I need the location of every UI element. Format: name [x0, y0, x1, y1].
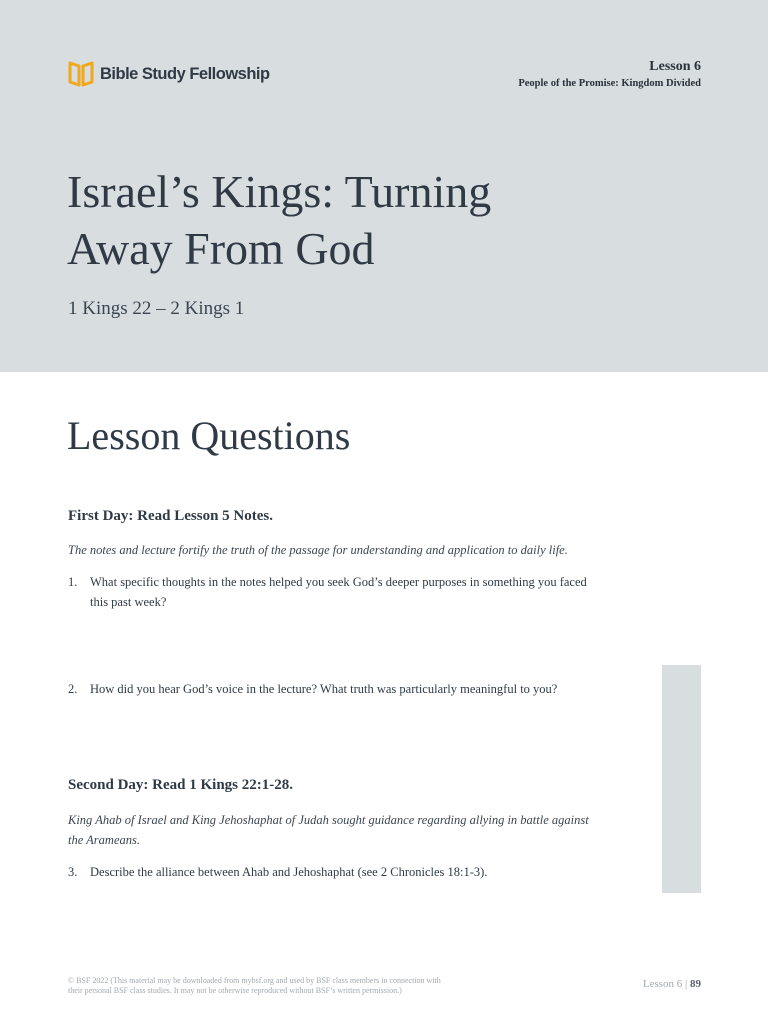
scripture-passage: 1 Kings 22 – 2 Kings 1: [68, 298, 245, 319]
page-title: [67, 163, 587, 277]
open-book-icon: [68, 60, 94, 88]
title-line-2: Away From God: [67, 223, 375, 274]
lesson-number: Lesson 6: [649, 59, 701, 74]
question-text: How did you hear God’s voice in the lecture? What truth was particularly meaningful to you?: [90, 682, 558, 696]
page-number: 89: [690, 978, 701, 990]
first-day-intro: The notes and lecture fortify the truth of the passage for understanding and application to daily life.: [68, 543, 568, 557]
section-title: Lesson Questions: [67, 413, 351, 458]
question-item: [68, 679, 588, 699]
bsf-logo[interactable]: [68, 60, 270, 88]
page-footer: [643, 978, 701, 990]
side-tab: [662, 665, 701, 893]
second-day-heading: Second Day: Read 1 Kings 22:1-28.: [68, 777, 294, 793]
question-text: What specific thoughts in the notes helped you seek God’s deeper purposes in something you faced this past week?: [90, 575, 587, 609]
question-number: 1.: [68, 575, 78, 589]
copyright-notice: © BSF 2022 (This material may be downloaded from mybsf.org and used by BSF class members in connection with their personal BSF class studies. It may not be otherwise reproduced without BSF’s written permission.): [68, 976, 441, 995]
question-number: 3.: [68, 865, 78, 879]
question-item: [68, 862, 588, 882]
brand-name: Bible Study Fellowship: [100, 64, 270, 83]
question-text: Describe the alliance between Ahab and Jehoshaphat (see 2 Chronicles 18:1-3).: [90, 865, 488, 879]
second-day-intro: King Ahab of Israel and King Jehoshaphat of Judah sought guidance regarding allying in battle against the Arameans.: [68, 813, 589, 847]
question-item: [68, 572, 588, 612]
footer-lesson-ref: Lesson 6 |: [642, 978, 688, 990]
title-line-1: Israel’s Kings: Turning: [67, 166, 492, 217]
question-number: 2.: [68, 682, 78, 696]
series-title: People of the Promise: Kingdom Divided: [518, 78, 701, 89]
first-day-heading: First Day: Read Lesson 5 Notes.: [68, 508, 273, 524]
lesson-info: [518, 59, 701, 89]
